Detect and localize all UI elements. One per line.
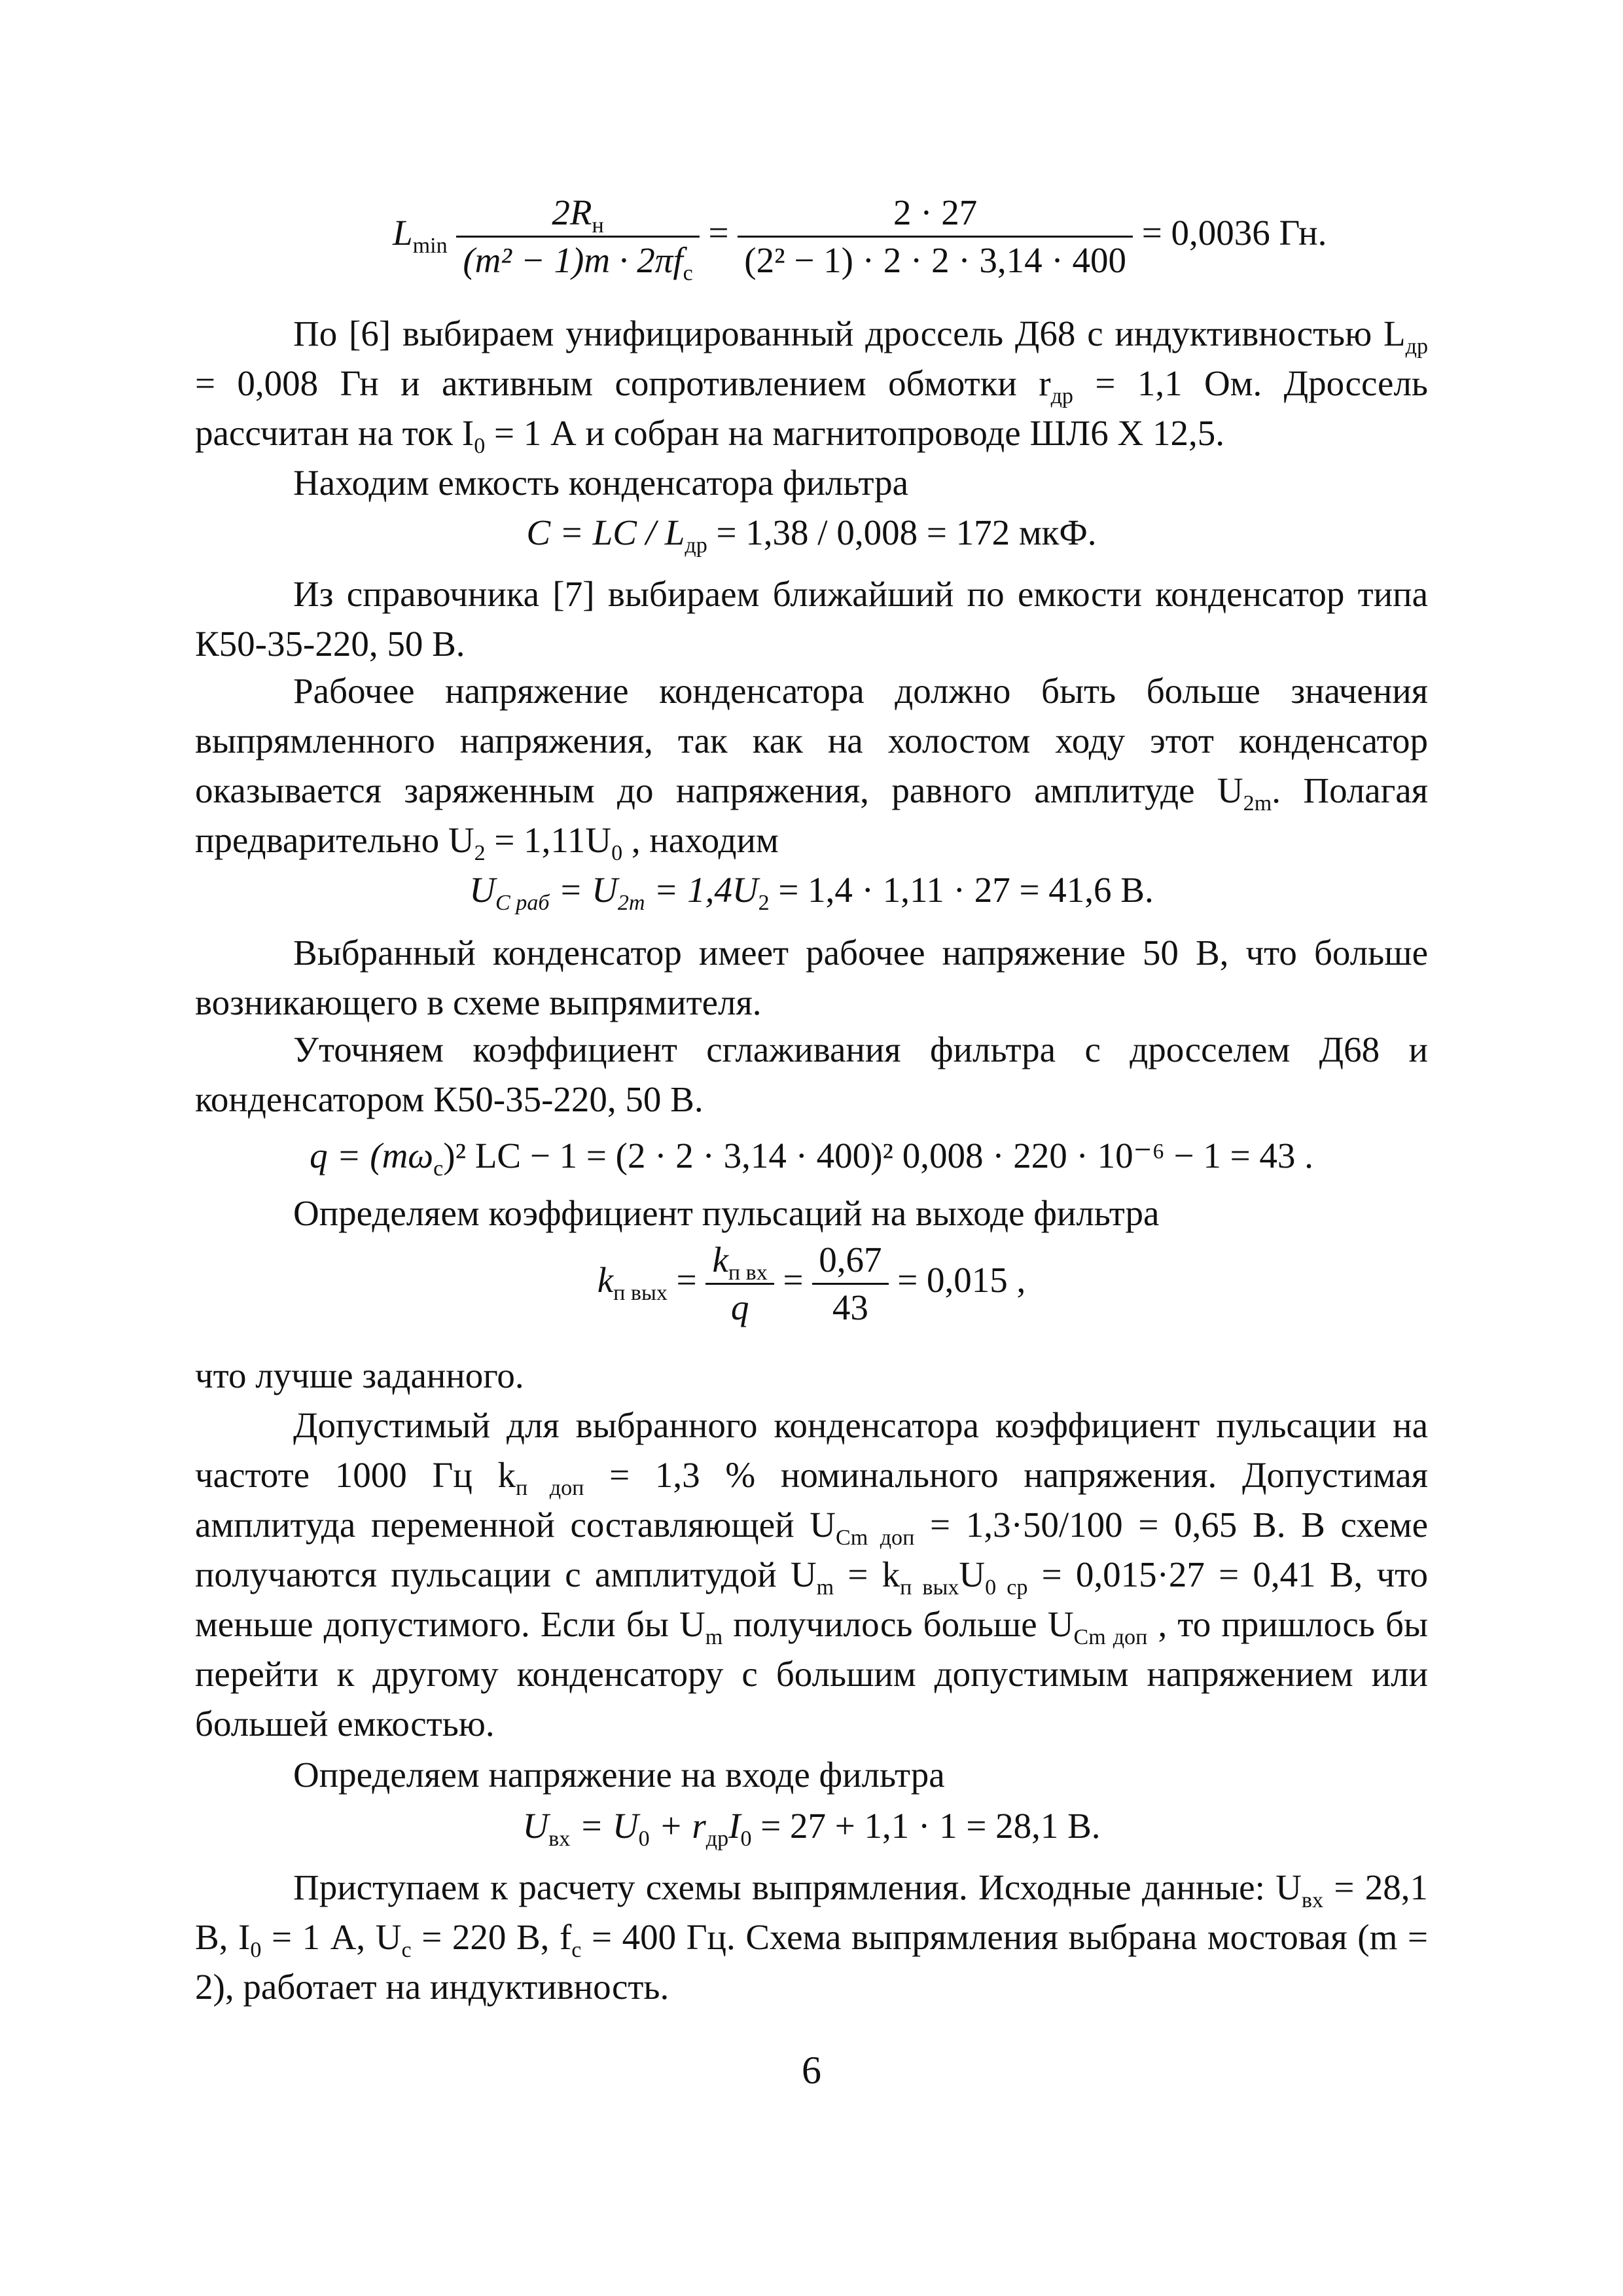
eq-k-den: q bbox=[730, 1287, 749, 1327]
para9-sub-1: п доп bbox=[516, 1475, 584, 1500]
eq-q-a: q = (mω bbox=[310, 1136, 434, 1175]
eq-q-b: )² LC − 1 = (2 · 2 · 3,14 · 400)² 0,008 · 220 · 10⁻⁶ − 1 = 43 . bbox=[443, 1136, 1313, 1175]
eq-uvx-sub-3: др bbox=[705, 1826, 729, 1851]
eq-uc-sub-1: C раб bbox=[495, 890, 550, 915]
eq-c-sub: др bbox=[685, 533, 707, 558]
para1-sub-1: др bbox=[1405, 334, 1428, 359]
eq-uc-d: = 1,4 · 1,11 · 27 = 41,6 В. bbox=[769, 870, 1154, 910]
eq-k-equals: = bbox=[676, 1260, 706, 1300]
eq-uvx-b: = U bbox=[570, 1806, 639, 1846]
equation-capacitance bbox=[195, 508, 1428, 558]
para4-sub-2: 2 bbox=[474, 840, 486, 865]
eq-uc-c: = 1,4U bbox=[645, 870, 758, 910]
fraction-2-denominator: (2² − 1) · 2 · 2 · 3,14 · 400 bbox=[744, 240, 1126, 280]
para9-sub-3: m bbox=[816, 1575, 834, 1600]
formula-lmin-lhs: L bbox=[393, 213, 413, 253]
para9-b: = 1,3 % номинального напряжения. Допустимая амплитуда переменной составляющей U bbox=[195, 1455, 1428, 1545]
para9-g: получилось больше U bbox=[722, 1604, 1074, 1644]
fraction-1-denominator: (m² − 1)m · 2πf bbox=[463, 240, 683, 280]
para9-sub-2: Cm доп bbox=[835, 1525, 915, 1550]
para4-text-a: Рабочее напряжение конденсатора должно быть больше значения выпрямленного напряжения, так как на холостом ходу этот конденсатор оказывается заряженным до напряжения, равного амплитуде U bbox=[195, 671, 1428, 810]
para9-sub-4: п вых bbox=[900, 1575, 959, 1600]
paragraph-working-voltage bbox=[195, 666, 1428, 865]
eq-uvx-e: = 27 + 1,1 · 1 = 28,1 В. bbox=[751, 1806, 1101, 1846]
paragraph-inductor bbox=[195, 309, 1428, 458]
para9-d: = k bbox=[834, 1554, 901, 1594]
paragraph-handbook: Из справочника [7] выбираем ближайший по емкости конденсатор типа К50-35-220, 50 В. bbox=[195, 574, 1428, 664]
paragraph-rectifier bbox=[195, 1863, 1428, 2012]
para11-c: = 1 А, U bbox=[261, 1917, 402, 1957]
para9-sub-5: 0 ср bbox=[985, 1575, 1028, 1600]
eq-uc-b: = U bbox=[549, 870, 618, 910]
eq-uc-sub-2: 2m bbox=[617, 890, 645, 915]
eq-k-num: k bbox=[712, 1240, 728, 1280]
eq-k-num-2: 0,67 bbox=[812, 1237, 888, 1285]
para11-sub-1: вх bbox=[1301, 1888, 1324, 1912]
eq-c-rest: = 1,38 / 0,008 = 172 мкФ. bbox=[707, 512, 1097, 552]
fraction-2-numerator: 2 · 27 bbox=[738, 190, 1133, 238]
para9-h: , то пришлось бы перейти к другому конденсатору с большим допустимым напряжением или большей емкостью. bbox=[195, 1604, 1428, 1744]
formula-lmin bbox=[0, 190, 1623, 283]
eq-uc-a: U bbox=[469, 870, 496, 910]
para1-text-c: = 1,1 Ом. Дроссель рассчитан на ток I bbox=[195, 363, 1428, 453]
page-number: 6 bbox=[802, 2049, 821, 2092]
eq-uvx-d: I bbox=[728, 1806, 741, 1846]
para4-sub-3: 0 bbox=[611, 840, 623, 865]
para9-e: U bbox=[959, 1554, 986, 1594]
para11-sub-4: c bbox=[571, 1937, 582, 1962]
formula-lmin-result: = 0,0036 Гн. bbox=[1141, 213, 1327, 253]
para9-c: = 1,3·50/100 = 0,65 В. В схеме получаются пульсации с амплитудой U bbox=[195, 1505, 1428, 1594]
para9-f: = 0,015·27 = 0,41 В, что меньше допустимого. Если бы U bbox=[195, 1554, 1428, 1644]
equation-uc-work bbox=[195, 865, 1428, 915]
eq-uvx-sub-1: вх bbox=[548, 1826, 571, 1851]
para11-b: = 28,1 В, I bbox=[195, 1867, 1428, 1957]
para1-text-a: По [6] выбираем унифицированный дроссель Д68 с индуктивностью L bbox=[293, 314, 1406, 353]
para4-text-b: . Полагая предварительно U bbox=[195, 770, 1428, 860]
eq-k-equals-2: = bbox=[783, 1260, 813, 1300]
para1-sub-2: др bbox=[1050, 384, 1073, 408]
eq-k-fraction-2 bbox=[812, 1237, 888, 1331]
para1-text-d: = 1 А и собран на магнитопроводе ШЛ6 Х 12,5. bbox=[485, 413, 1224, 453]
eq-uvx-sub-2: 0 bbox=[638, 1826, 650, 1851]
paragraph-smoothing: Уточняем коэффициент сглаживания фильтра с дросселем Д68 и конденсатором К50-35-220, 50 В. bbox=[195, 1030, 1428, 1119]
paragraph-find-capacitance: Находим емкость конденсатора фильтра bbox=[293, 463, 909, 503]
fraction-1 bbox=[456, 190, 699, 283]
eq-uc-sub-3: 2 bbox=[758, 890, 770, 915]
para11-a: Приступаем к расчету схемы выпрямления. Исходные данные: U bbox=[293, 1867, 1302, 1907]
para11-e: = 400 Гц. Схема выпрямления выбрана мостовая (m = 2), работает на индуктивность. bbox=[195, 1917, 1428, 2007]
eq-k-den-2: 43 bbox=[832, 1287, 868, 1327]
para11-sub-3: c bbox=[401, 1937, 412, 1962]
eq-uvx-sub-4: 0 bbox=[740, 1826, 752, 1851]
fraction-2 bbox=[738, 190, 1133, 283]
eq-uvx-a: U bbox=[522, 1806, 549, 1846]
eq-q-sub: c bbox=[433, 1156, 444, 1181]
equation-uvx bbox=[195, 1801, 1428, 1851]
eq-k-lhs-sub: п вых bbox=[613, 1281, 668, 1306]
para11-sub-2: 0 bbox=[250, 1937, 262, 1962]
eq-c-text: C = LC / L bbox=[526, 512, 685, 552]
para4-text-c: = 1,11U bbox=[485, 820, 612, 860]
para4-sub-1: 2m bbox=[1243, 791, 1272, 816]
equation-k-out bbox=[195, 1237, 1428, 1331]
paragraph-selected-capacitor: Выбранный конденсатор имеет рабочее напряжение 50 В, что больше возникающего в схеме выпрямителя. bbox=[195, 933, 1428, 1022]
formula-lmin-lhs-sub: min bbox=[412, 234, 448, 259]
paragraph-ripple: Определяем коэффициент пульсаций на выходе фильтра bbox=[293, 1193, 1160, 1233]
para11-d: = 220 В, f bbox=[411, 1917, 572, 1957]
paragraph-input-voltage: Определяем напряжение на входе фильтра bbox=[293, 1755, 945, 1795]
para9-a: Допустимый для выбранного конденсатора коэффициент пульсации на частоте 1000 Гц k bbox=[195, 1405, 1428, 1495]
eq-k-num-sub: п вх bbox=[728, 1260, 768, 1285]
fraction-1-denominator-sub: c bbox=[683, 260, 693, 285]
paragraph-better: что лучше заданного. bbox=[195, 1355, 524, 1395]
eq-k-fraction-1 bbox=[705, 1237, 774, 1331]
para9-sub-7: Cm доп bbox=[1073, 1624, 1148, 1649]
fraction-1-numerator: 2R bbox=[552, 192, 592, 232]
para9-sub-6: m bbox=[705, 1624, 723, 1649]
para4-text-d: , находим bbox=[622, 820, 779, 860]
equation-q bbox=[195, 1131, 1428, 1181]
eq-uvx-c: + r bbox=[649, 1806, 706, 1846]
eq-k-result: = 0,015 , bbox=[897, 1260, 1026, 1300]
fraction-1-numerator-sub: н bbox=[592, 213, 604, 238]
paragraph-permissible bbox=[195, 1401, 1428, 1749]
para1-sub-3: 0 bbox=[474, 433, 486, 458]
equals-sign: = bbox=[708, 213, 738, 253]
eq-k-lhs: k bbox=[597, 1260, 614, 1300]
para1-text-b: = 0,008 Гн и активным сопротивлением обмотки r bbox=[195, 363, 1051, 403]
